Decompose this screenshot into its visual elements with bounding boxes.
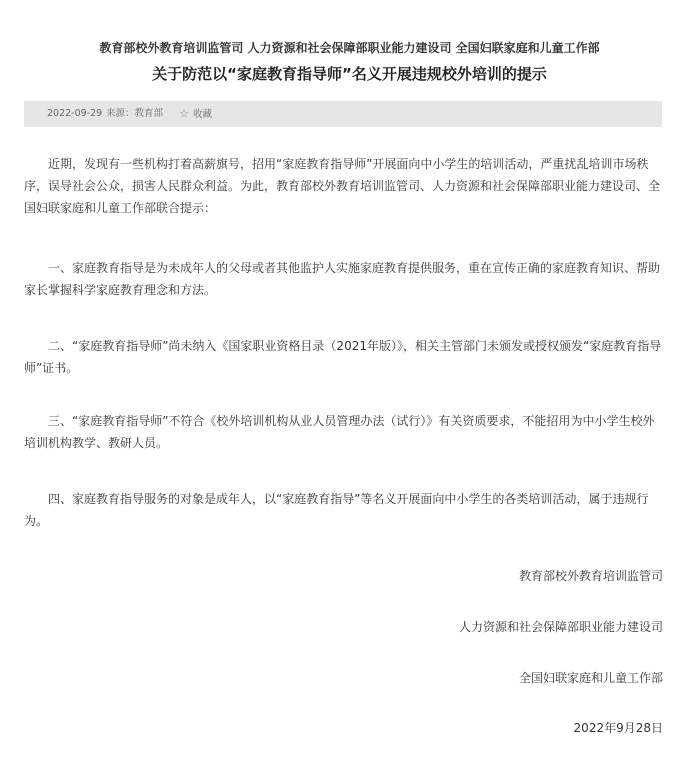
signature-org-1: 教育部校外教育培训监管司: [518, 569, 663, 583]
issuing-departments: 教育部校外教育培训监管司 人力资源和社会保障部职业能力建设司 全国妇联家庭和儿童工作部: [99, 41, 600, 55]
favorite-label: 收藏: [193, 109, 213, 120]
star-outline-icon: ☆: [179, 107, 189, 120]
paragraph-intro: 近期，发现有一些机构打着高薪旗号，招用“家庭教育指导师”开展面向中小学生的培训活动，严重扰乱培训市场秩序，误导社会公众，损害人民群众利益。为此，教育部校外教育培训监管司、人力资源和社会保障部职业能力建设司、全国妇联家庭和儿童工作部联合提示：: [24, 157, 661, 215]
paragraph-item-3: 三、“家庭教育指导师”不符合《校外培训机构从业人员管理办法（试行）》有关资质要求，不能招用为中小学生校外培训机构教学、教研人员。: [24, 414, 655, 450]
source-label: 来源：教育部: [106, 108, 164, 119]
page-title: 关于防范以“家庭教育指导师”名义开展违规校外培训的提示: [152, 65, 547, 83]
favorite-button[interactable]: [178, 101, 212, 128]
publish-date: 2022-09-29: [47, 108, 103, 119]
signature-date: 2022年9月28日: [573, 721, 663, 735]
signature-org-3: 全国妇联家庭和儿童工作部: [518, 671, 663, 685]
paragraph-item-1: 一、家庭教育指导是为未成年人的父母或者其他监护人实施家庭教育提供服务，重在宣传正确的家庭教育知识、帮助家长掌握科学家庭教育理念和方法。: [24, 261, 661, 297]
signature-org-2: 人力资源和社会保障部职业能力建设司: [458, 620, 663, 634]
article-meta-bar: [24, 101, 662, 127]
paragraph-item-2: 二、“家庭教育指导师”尚未纳入《国家职业资格目录（2021年版）》，相关主管部门未颁发或授权颁发“家庭教育指导师”证书。: [24, 339, 662, 375]
paragraph-item-4: 四、家庭教育指导服务的对象是成年人，以“家庭教育指导”等名义开展面向中小学生的各类培训活动，属于违规行为。: [24, 492, 649, 528]
